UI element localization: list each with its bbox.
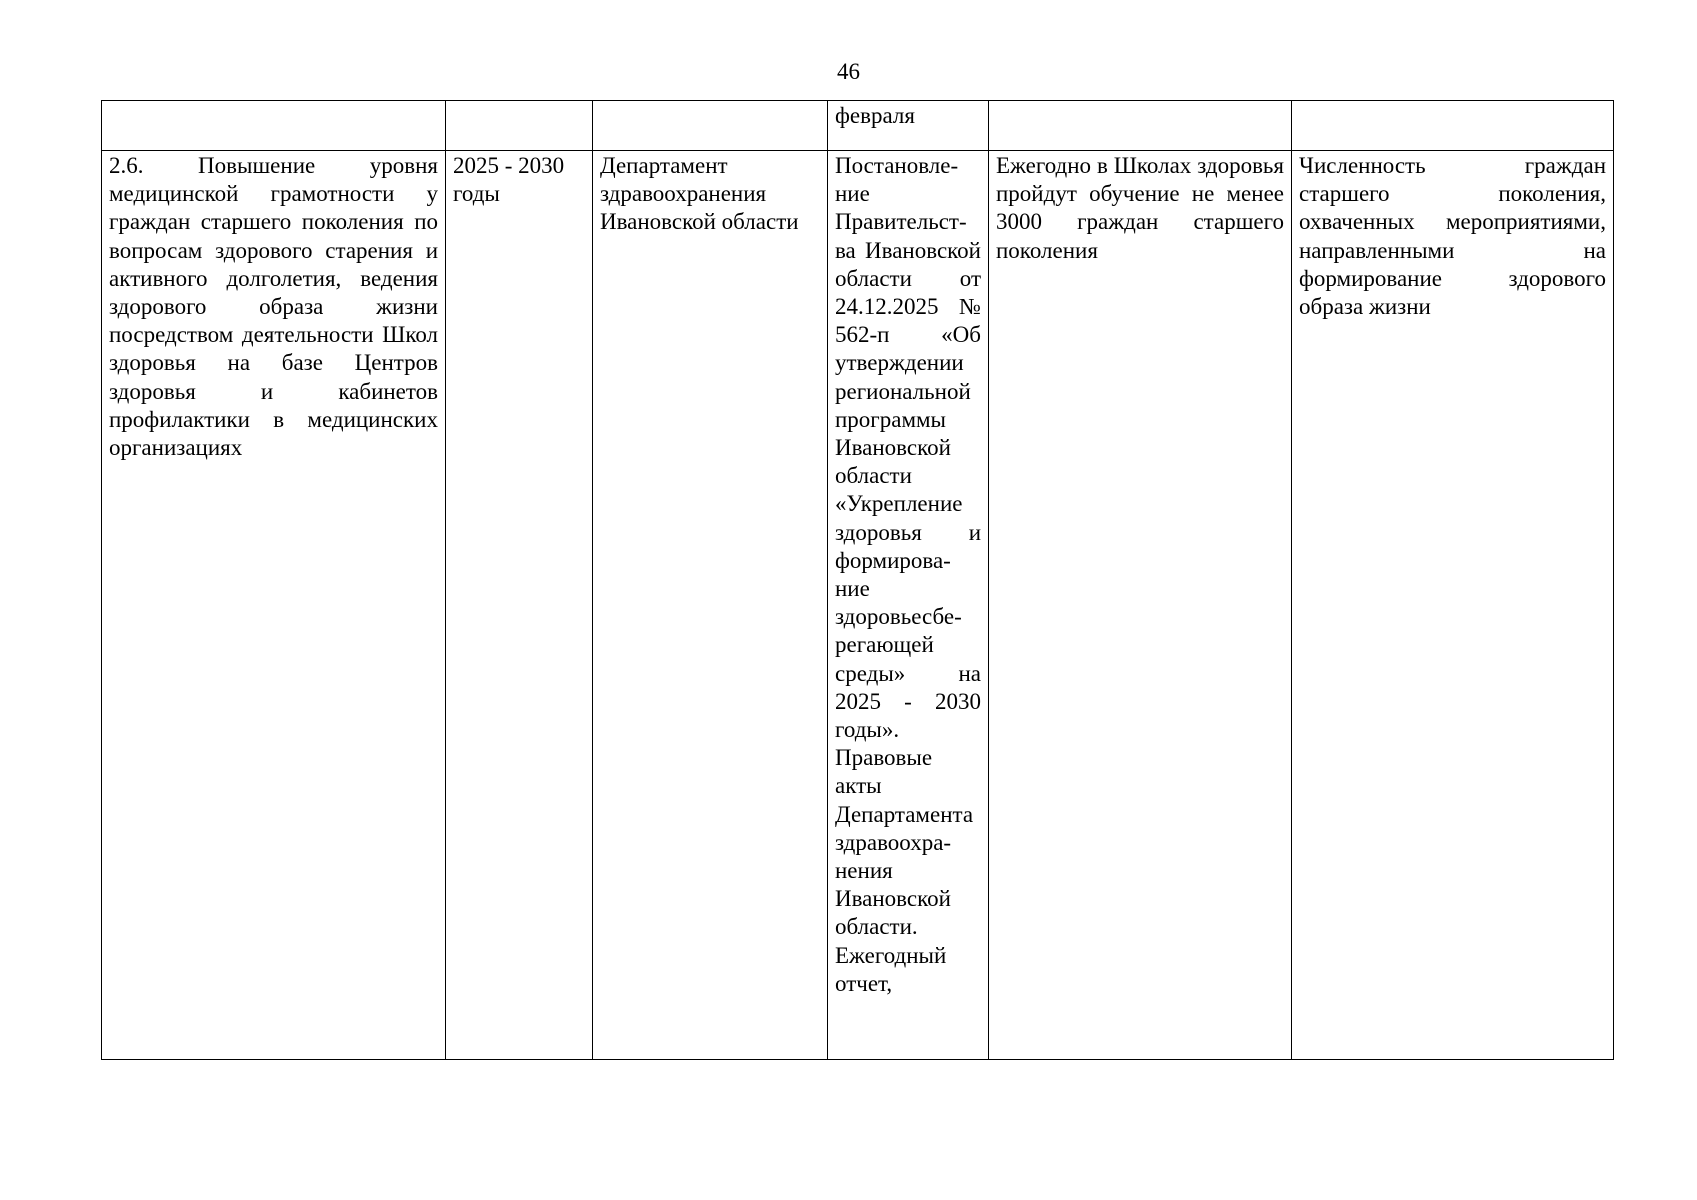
page-number: 46: [837, 59, 860, 84]
cell-responsible: Департамент здравоохранения Ивановской области: [593, 151, 828, 1060]
cell-indicator: Численность граждан старшего поколения, охваченных мероприятиями, направленными на формирование здорового образа жизни: [1292, 151, 1614, 1060]
cell-item: [102, 101, 446, 151]
cell-document: февраля: [828, 101, 989, 151]
cell-period: [446, 101, 593, 151]
table-row-continuation: [102, 101, 1614, 151]
cell-result: Ежегодно в Школах здоровья пройдут обучение не менее 3000 граждан старшего поколения: [989, 151, 1292, 1060]
cell-indicator: [1292, 101, 1614, 151]
cell-document: Постановле-ние Правительст-ва Ивановской области от 24.12.2025 № 562-п «Об утверждении региональной программы Ивановской области «Укрепление здоровья и формирова-ние здоровьесбе-регающей среды» на 2025 - 2030 годы». Правовые акты Департамента здравоохра-нения Ивановской области. Ежегодный отчет,: [828, 151, 989, 1060]
cell-responsible: [593, 101, 828, 151]
cell-item: 2.6. Повышение уровня медицинской грамотности у граждан старшего поколения по вопросам здорового старения и активного долголетия, ведения здорового образа жизни посредством деятельности Школ здоровья на базе Центров здоровья и кабинетов профилактики в медицинских организациях: [102, 151, 446, 1060]
cell-result: [989, 101, 1292, 151]
table-row: [102, 151, 1614, 1060]
document-table: [101, 100, 1614, 1060]
cell-period: 2025 - 2030 годы: [446, 151, 593, 1060]
